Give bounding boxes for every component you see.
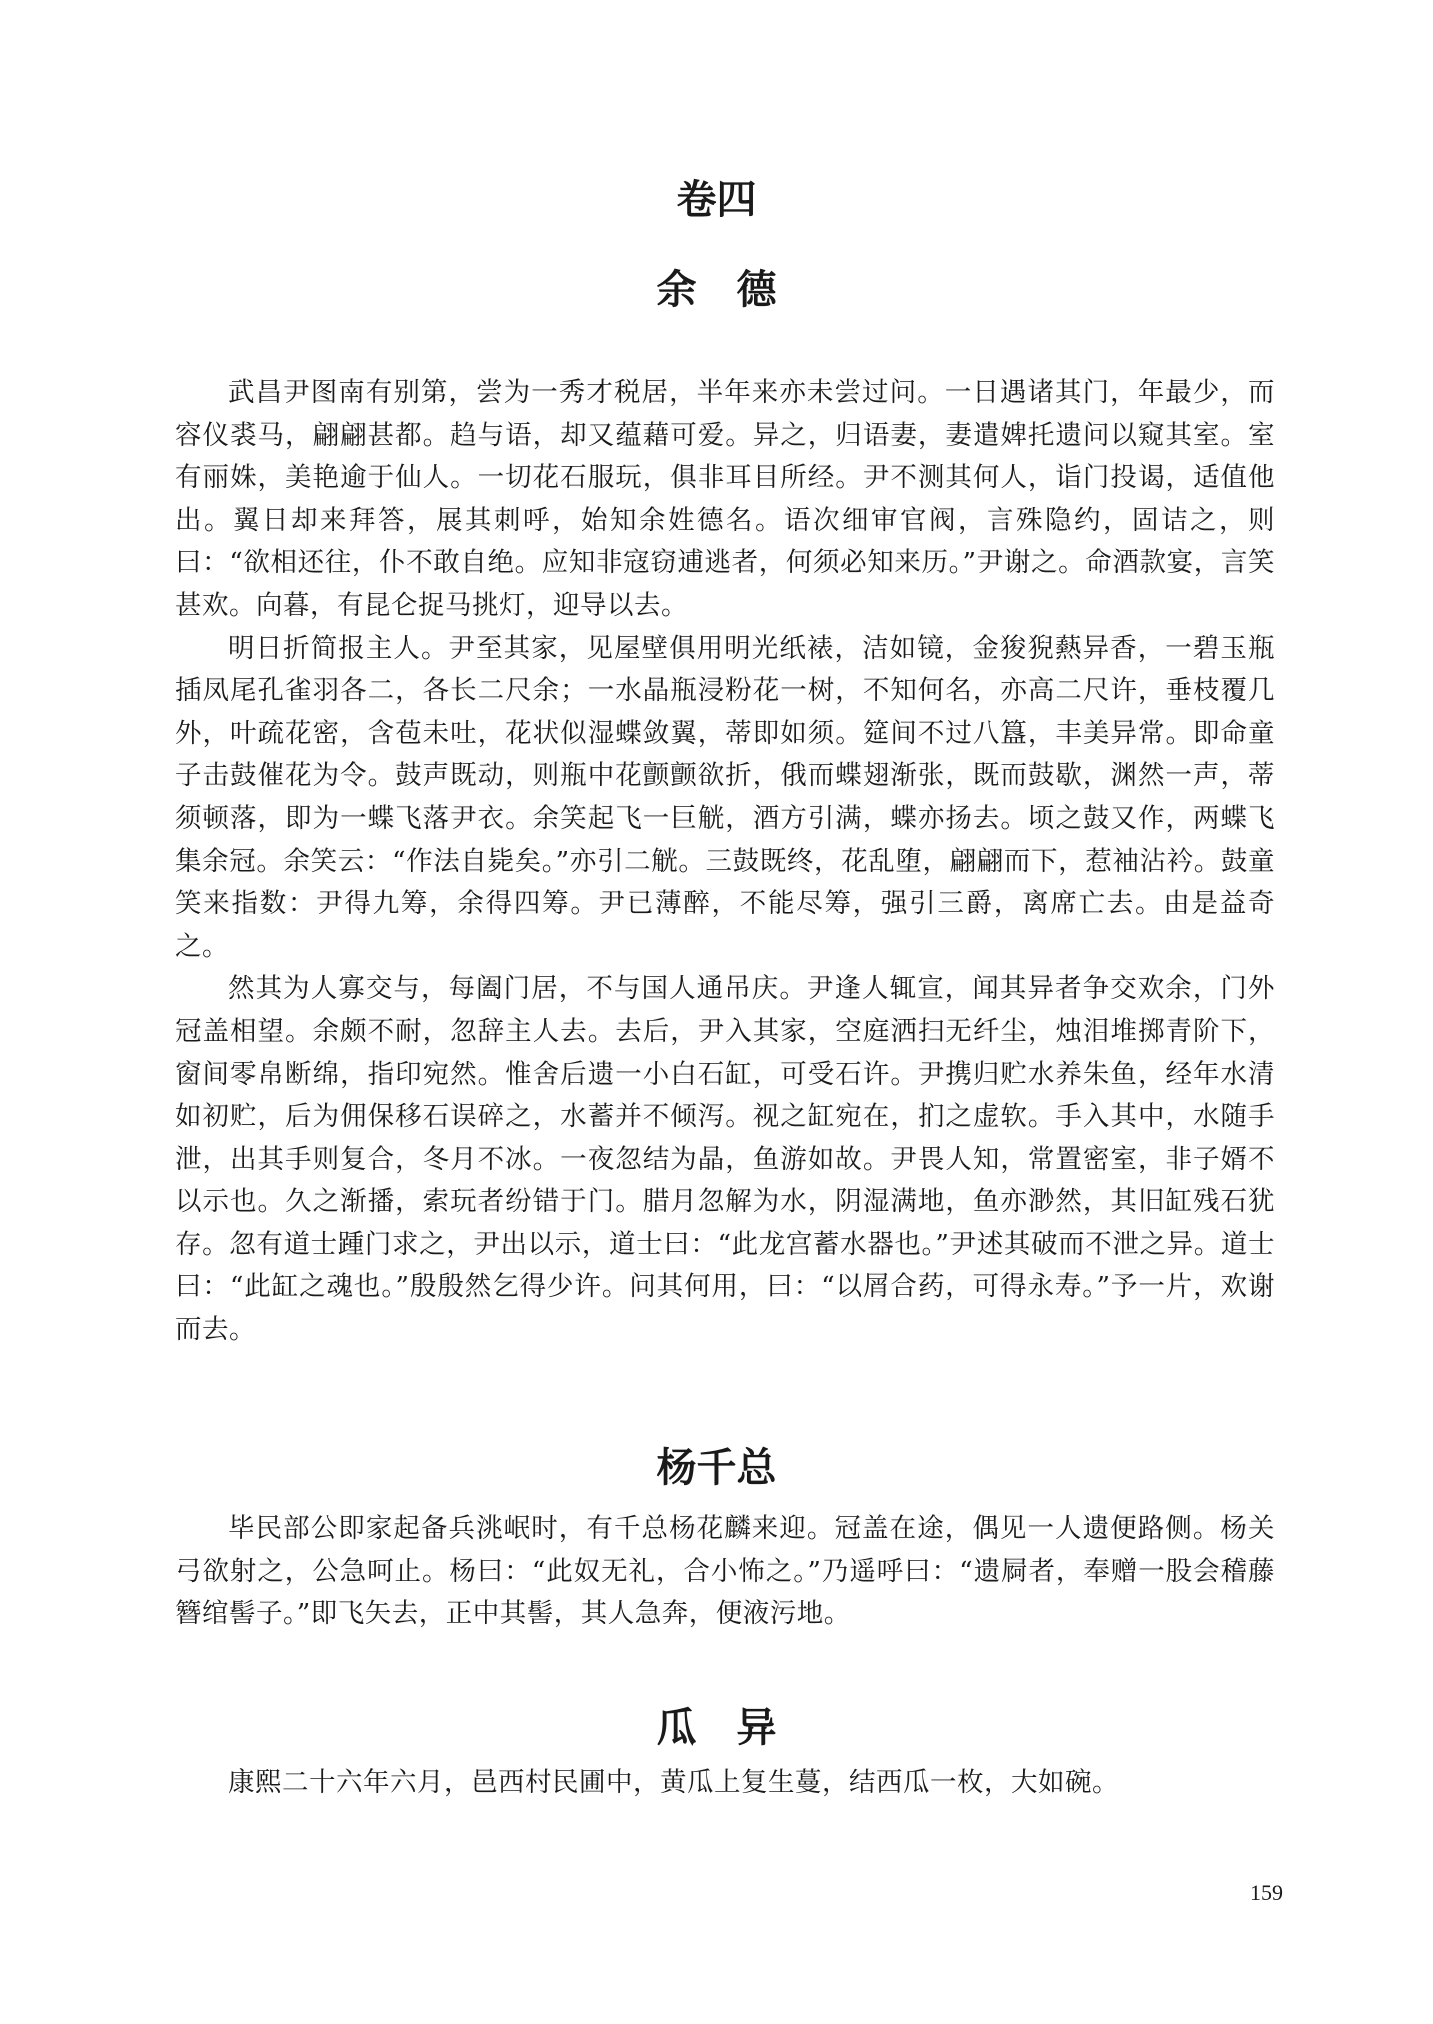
paragraph: 毕民部公即家起备兵洮岷时，有千总杨花麟来迎。冠盖在途，偶见一人遗便路侧。杨关弓欲射之，公急呵止。杨曰：“此奴无礼，合小怖之。”乃遥呼曰：“遗屙者，奉赠一股会稽藤簪绾髻子。”即飞矢去，正中其髻，其人急奔，便液污地。: [175, 1513, 1275, 1630]
section-body-yude: [175, 372, 1275, 1352]
section-title-yude: 余 德: [656, 267, 777, 313]
section-body-gua-yi: [175, 1762, 1275, 1805]
volume-title: 卷四: [676, 177, 757, 223]
paragraph: 然其为人寡交与，每阖门居，不与国人通吊庆。尹逢人辄宣，闻其异者争交欢余，门外冠盖相望。余颇不耐，忽辞主人去。去后，尹入其家，空庭洒扫无纤尘，烛泪堆掷青阶下，窗间零帛断绵，指印宛然。惟舍后遗一小白石缸，可受石许。尹携归贮水养朱鱼，经年水清如初贮，后为佣保移石误碎之，水蓄并不倾泻。视之缸宛在，扪之虚软。手入其中，水随手泄，出其手则复合，冬月不冰。一夜忽结为晶，鱼游如故。尹畏人知，常置密室，非子婿不以示也。久之渐播，索玩者纷错于门。腊月忽解为水，阴湿满地，鱼亦渺然，其旧缸残石犹存。忽有道士踵门求之，尹出以示，道士曰：“此龙宫蓄水器也。”尹述其破而不泄之异。道士曰：“此缸之魂也。”殷殷然乞得少许。问其何用，曰：“以屑合药，可得永寿。”予一片，欢谢而去。: [175, 973, 1275, 1346]
paragraph: 康熙二十六年六月，邑西村民圃中，黄瓜上复生蔓，结西瓜一枚，大如碗。: [228, 1767, 1119, 1798]
section-title-gua-yi: 瓜 异: [656, 1705, 777, 1751]
paragraph: 武昌尹图南有别第，尝为一秀才税居，半年来亦未尝过问。一日遇诸其门，年最少，而容仪裘马，翩翩甚都。趋与语，却又蕴藉可爱。异之，归语妻，妻遣婢托遗问以窥其室。室有丽姝，美艳逾于仙人。一切花石服玩，俱非耳目所经。尹不测其何人，诣门投谒，适值他出。翼日却来拜答，展其刺呼，始知余姓德名。语次细审官阀，言殊隐约，固诘之，则曰：“欲相还往，仆不敢自绝。应知非寇窃逋逃者，何须必知来历。”尹谢之。命酒款宴，言笑甚欢。向暮，有昆仑捉马挑灯，迎导以去。: [175, 377, 1275, 621]
section-title-yang-qianzong: 杨千总: [656, 1445, 777, 1491]
section-body-yang-qianzong: [175, 1508, 1275, 1636]
page-number: 159: [1250, 1880, 1283, 1905]
paragraph: 明日折简报主人。尹至其家，见屋壁俱用明光纸裱，洁如镜，金狻猊爇异香，一碧玉瓶插凤尾孔雀羽各二，各长二尺余；一水晶瓶浸粉花一树，不知何名，亦高二尺许，垂枝覆几外，叶疏花密，含苞未吐，花状似湿蝶敛翼，蒂即如须。筵间不过八簋，丰美异常。即命童子击鼓催花为令。鼓声既动，则瓶中花颤颤欲折，俄而蝶翅渐张，既而鼓歇，渊然一声，蒂须顿落，即为一蝶飞落尹衣。余笑起飞一巨觥，酒方引满，蝶亦扬去。顷之鼓又作，两蝶飞集余冠。余笑云：“作法自毙矣。”亦引二觥。三鼓既终，花乱堕，翩翩而下，惹袖沾衿。鼓童笑来指数：尹得九筹，余得四筹。尹已薄醉，不能尽筹，强引三爵，离席亡去。由是益奇之。: [175, 632, 1275, 962]
